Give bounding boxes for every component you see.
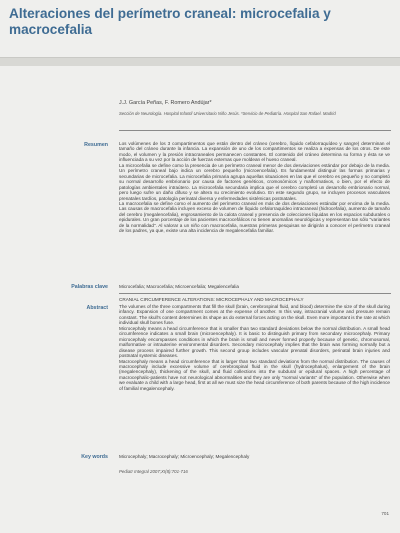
resumen-paragraph: La macrocefalia se define como el aumento del perímetro craneal en más de dos desviaciones estándar por encima de la media. Las causas de macrocefalia incluyen exceso de volumen de líquido cefalorraquídeo intracraneal (hidrocefalia), aumento de tamaño del cerebro (megalencefalia), engrosamiento de la calota craneal y presencia de colecciones líquidas en los espacios subdurales o epidurales. Un gran porcentaje de los pacientes macrocefálicos no tienen anomalías neurológicas y representan tan sólo "variantes de la normalidad". Al valorar a un niño con macrocefalia, nuestras primeras pesquisas se dirigirán a conocer el perímetro craneal de los padres, ya que, existe una alta incidencia de megalencefalia familiar. [119, 200, 390, 234]
resumen-label: Resumen [84, 142, 108, 148]
resumen-paragraph: La microcefalia se define como la presencia de un perímetro craneal menor de dos desviaciones estándar por debajo de la media. Un perímetro craneal bajo indica un cerebro pequeño (microencefalia). Es fundamental distinguir las formas primarias y secundarias de microcefalia. La microcefalia primaria agrupa aquellas situaciones en las que el cerebro es pequeño y no completó su normal desarrollo embrionario por causa de factores genéticos, cromosómicos y malformativos, o bien, por el efecto de patologías ambientales intraútero. La microcefalia secundaria implica que el cerebro completó un desarrollo embrionario normal, pero luego sufre un daño difuso y se altera su crecimiento evolutivo. En este segundo grupo, se incluyen procesos vasculares prenatales tardíos, patología perinatal diversa y enfermedades sistémicas postnatales. [119, 162, 390, 201]
abstract-paragraph: Microcephaly means a head circumference that is smaller than two standard deviations below the normal distribution. A small head circumference indicates a small brain (microencephaly). It is basic to distinguish primary from secondary microcephaly. Primary microcephaly encompasses conditions in which the brain is small and never formed properly because of genetic, chromosomal, malformative or intrauterine environmental disorders. Secondary microcephaly implies that the brain was forming normally but a disease process impaired further growth. This second group includes vascular prenatal disorders, perinatal brain injuries and postnatal systemic diseases. [119, 325, 390, 359]
abstract-text [119, 304, 390, 391]
title-divider [0, 57, 400, 66]
section-divider [119, 293, 391, 294]
article-title: Alteraciones del perímetro craneal: microcefalia y macrocefalia [9, 6, 331, 37]
section-divider [119, 130, 391, 131]
palabras-clave-text: Microcefalia; Macrocefalia; Microencefalia; Megalencefalia [119, 284, 239, 289]
resumen-paragraph: Los volúmenes de los 3 compartimentos que están dentro del cráneo (cerebro, líquido cefalorraquídeo y sangre) determinan el tamaño del cráneo durante la infancia. La expansión de uno de los compartimentos se realiza a expensas de los otros. De este modo, el volumen y la presión intracraneales permanecen constantes. El contenido del cráneo determina su forma y ésta se ve influenciada a su vez por la acción de fuerzas externas que moldean el hueso craneal. [119, 141, 390, 163]
article-authors: J.J. García Peñas, F. Romero Andújar* [119, 100, 212, 106]
page-number: 701 [381, 511, 389, 516]
palabras-clave-label: Palabras clave [71, 284, 108, 290]
abstract-paragraph: Macrocephaly means a head circumference that is larger than two standard deviations from the normal distribution. The causes of macrocephaly include excessive volume of cerebrospinal fluid in the skull (hydrocephalus), enlargement of the brain (megalencephaly), thickening of the skull, and fluid collections into the subdural or epidural spaces. A high percentage of macrocephalic-patients have not neurological abnormalities and they are only "normal variants" of the population. Otherwise when we evaluate a child with a large head, first at all we must size the head circumference of both parents because of the high incidence of familial megalencephaly. [119, 358, 390, 391]
resumen-text [119, 141, 390, 234]
abstract-title: CRANIAL CIRCUMFERENCE ALTERATIONS: MICROCEPHALY AND MACROCEPHALY [119, 297, 304, 302]
abstract-label: Abstract [86, 305, 108, 311]
article-affiliation: Sección de Neurología. Hospital Infantil Universitario Niño Jesús. *Servicio de Pediatría. Hospital San Rafael. Madrid [119, 111, 336, 116]
key-words-text: Microcephaly; Macrocephaly; Microencephaly; Megalencephaly [119, 454, 250, 459]
key-words-label: Key words [81, 454, 108, 460]
abstract-paragraph: The volumes of the three compartments that fill the skull (brain, cerebrospinal fluid, and blood) determine the size of the skull during infancy. Expansion of one compartment comes at the expense of another. In this way, intracranial volume and pressure remain constant. The skull's content determines its shape as do external forces acting on the skull. Even more important is the rate at which individual skull bones fuse. [119, 304, 390, 326]
journal-citation: Pediatr Integral 2007;XI(8):701-716 [119, 469, 188, 474]
